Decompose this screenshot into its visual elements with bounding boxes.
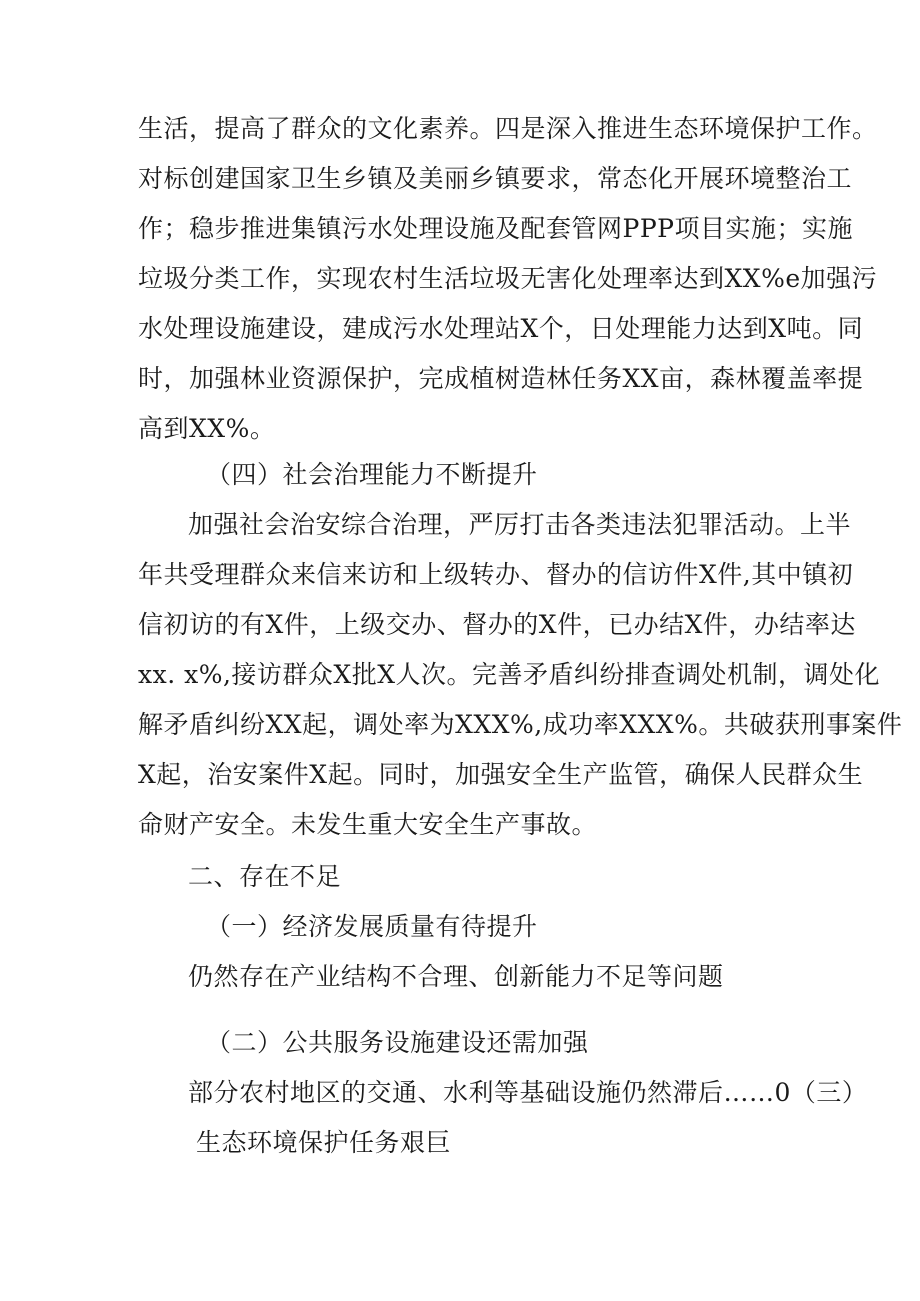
subsection-text: 仍然存在产业结构不合理、创新能力不足等问题	[188, 962, 724, 991]
text-line: 垃圾分类工作，实现农村生活垃圾无害化处理率达到XX%e加强污	[138, 264, 878, 293]
text-line: 年共受理群众来信来访和上级转办、督办的信访件X件,其中镇初	[138, 560, 854, 589]
text-line: 信初访的有X件，上级交办、督办的X件，已办结X件，办结率达	[138, 610, 856, 639]
section-heading: （四）社会治理能力不断提升	[206, 460, 538, 489]
part-heading: 二、存在不足	[188, 862, 342, 891]
subsection-text: 部分农村地区的交通、水利等基础设施仍然滞后……0（三）	[188, 1078, 868, 1107]
text-line: 高到XX%。	[138, 414, 276, 443]
text-line: 加强社会治安综合治理，严厉打击各类违法犯罪活动。上半	[188, 510, 852, 539]
text-line: X起，治安案件X起。同时，加强安全生产监管，确保人民群众生	[138, 760, 864, 789]
text-line: 时，加强林业资源保护，完成植树造林任务XX亩，森林覆盖率提	[138, 364, 864, 393]
text-line: 解矛盾纠纷XX起，调处率为XXX%,成功率XXX%。共破获刑事案件	[138, 710, 903, 739]
text-line: 对标创建国家卫生乡镇及美丽乡镇要求，常态化开展环境整治工	[138, 164, 853, 193]
text-line: 生活，提高了群众的文化素养。四是深入推进生态环境保护工作。	[138, 114, 878, 143]
subsection-heading: 生态环境保护任务艰巨	[196, 1128, 452, 1157]
text-line: xx. x%,接访群众X批X人次。完善矛盾纠纷排查调处机制，调处化	[138, 660, 880, 689]
text-line: 命财产安全。未发生重大安全生产事故。	[138, 810, 598, 839]
subsection-heading: （一）经济发展质量有待提升	[206, 912, 538, 941]
text-line: 作；稳步推进集镇污水处理设施及配套管网PPP项目实施；实施	[138, 214, 853, 243]
text-line: 水处理设施建设，建成污水处理站X个，日处理能力达到X吨。同	[138, 314, 864, 343]
subsection-heading: （二）公共服务设施建设还需加强	[206, 1028, 589, 1057]
